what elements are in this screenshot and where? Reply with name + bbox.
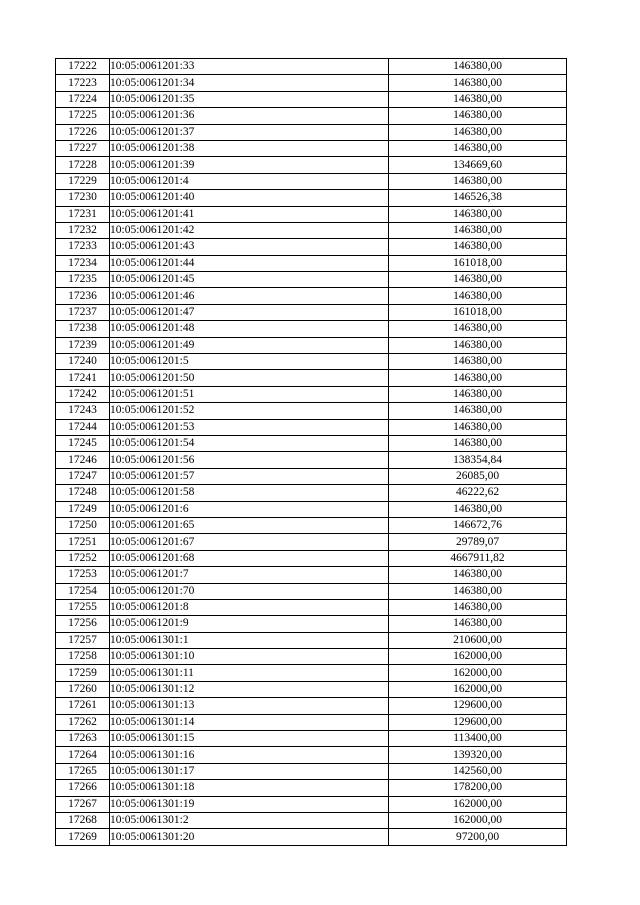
row-number-cell: 17248	[56, 485, 110, 501]
value-cell: 26085,00	[389, 468, 567, 484]
table-row	[56, 386, 567, 402]
cadastral-number-cell: 10:05:0061201:45	[110, 272, 389, 288]
cadastral-number-cell: 10:05:0061201:40	[110, 190, 389, 206]
row-number-cell: 17265	[56, 763, 110, 779]
table-row	[56, 731, 567, 747]
table-row	[56, 649, 567, 665]
row-number-cell: 17225	[56, 108, 110, 124]
row-number-cell: 17227	[56, 140, 110, 156]
value-cell: 146672,76	[389, 517, 567, 533]
cadastral-number-cell: 10:05:0061201:41	[110, 206, 389, 222]
value-cell: 146380,00	[389, 386, 567, 402]
value-cell: 142560,00	[389, 763, 567, 779]
cadastral-number-cell: 10:05:0061201:6	[110, 501, 389, 517]
cadastral-number-cell: 10:05:0061201:35	[110, 91, 389, 107]
value-cell: 113400,00	[389, 731, 567, 747]
value-cell: 4667911,82	[389, 550, 567, 566]
table-row	[56, 173, 567, 189]
cadastral-number-cell: 10:05:0061201:4	[110, 173, 389, 189]
value-cell: 146380,00	[389, 354, 567, 370]
cadastral-number-cell: 10:05:0061301:12	[110, 681, 389, 697]
row-number-cell: 17235	[56, 272, 110, 288]
cadastral-number-cell: 10:05:0061201:57	[110, 468, 389, 484]
row-number-cell: 17257	[56, 632, 110, 648]
value-cell: 138354,84	[389, 452, 567, 468]
value-cell: 178200,00	[389, 780, 567, 796]
value-cell: 146380,00	[389, 91, 567, 107]
table-row	[56, 550, 567, 566]
row-number-cell: 17224	[56, 91, 110, 107]
table-row	[56, 206, 567, 222]
table-row	[56, 75, 567, 91]
row-number-cell: 17256	[56, 616, 110, 632]
row-number-cell: 17258	[56, 649, 110, 665]
row-number-cell: 17245	[56, 435, 110, 451]
table-row	[56, 698, 567, 714]
cadastral-number-cell: 10:05:0061201:36	[110, 108, 389, 124]
row-number-cell: 17241	[56, 370, 110, 386]
value-cell: 97200,00	[389, 829, 567, 845]
table-row	[56, 812, 567, 828]
table-row	[56, 222, 567, 238]
value-cell: 162000,00	[389, 649, 567, 665]
value-cell: 146380,00	[389, 435, 567, 451]
cadastral-number-cell: 10:05:0061301:14	[110, 714, 389, 730]
cadastral-number-cell: 10:05:0061201:51	[110, 386, 389, 402]
row-number-cell: 17229	[56, 173, 110, 189]
row-number-cell: 17238	[56, 321, 110, 337]
cadastral-number-cell: 10:05:0061201:52	[110, 403, 389, 419]
table-row	[56, 583, 567, 599]
cadastral-number-cell: 10:05:0061201:44	[110, 255, 389, 271]
cadastral-number-cell: 10:05:0061201:56	[110, 452, 389, 468]
table-row	[56, 501, 567, 517]
table-row	[56, 288, 567, 304]
row-number-cell: 17249	[56, 501, 110, 517]
row-number-cell: 17240	[56, 354, 110, 370]
row-number-cell: 17223	[56, 75, 110, 91]
row-number-cell: 17232	[56, 222, 110, 238]
value-cell: 146380,00	[389, 140, 567, 156]
value-cell: 146380,00	[389, 59, 567, 75]
table-row	[56, 255, 567, 271]
value-cell: 146380,00	[389, 108, 567, 124]
cadastral-number-cell: 10:05:0061201:53	[110, 419, 389, 435]
cadastral-number-cell: 10:05:0061201:68	[110, 550, 389, 566]
row-number-cell: 17242	[56, 386, 110, 402]
table-row	[56, 796, 567, 812]
cadastral-number-cell: 10:05:0061201:54	[110, 435, 389, 451]
value-cell: 134669,60	[389, 157, 567, 173]
row-number-cell: 17269	[56, 829, 110, 845]
value-cell: 146380,00	[389, 599, 567, 615]
row-number-cell: 17222	[56, 59, 110, 75]
cadastral-number-cell: 10:05:0061201:7	[110, 567, 389, 583]
table-row	[56, 403, 567, 419]
table-row	[56, 763, 567, 779]
cadastral-number-cell: 10:05:0061201:48	[110, 321, 389, 337]
value-cell: 146380,00	[389, 75, 567, 91]
table-row	[56, 665, 567, 681]
table-row	[56, 190, 567, 206]
value-cell: 146380,00	[389, 403, 567, 419]
table-row	[56, 419, 567, 435]
value-cell: 146380,00	[389, 288, 567, 304]
table-row	[56, 747, 567, 763]
cadastral-number-cell: 10:05:0061201:9	[110, 616, 389, 632]
cadastral-number-cell: 10:05:0061301:1	[110, 632, 389, 648]
table-row	[56, 468, 567, 484]
value-cell: 162000,00	[389, 812, 567, 828]
value-cell: 162000,00	[389, 665, 567, 681]
table-row	[56, 337, 567, 353]
table-row	[56, 714, 567, 730]
value-cell: 146380,00	[389, 337, 567, 353]
table-row	[56, 829, 567, 845]
row-number-cell: 17231	[56, 206, 110, 222]
cadastral-number-cell: 10:05:0061301:15	[110, 731, 389, 747]
value-cell: 162000,00	[389, 681, 567, 697]
table-row	[56, 599, 567, 615]
value-cell: 146380,00	[389, 321, 567, 337]
row-number-cell: 17255	[56, 599, 110, 615]
row-number-cell: 17243	[56, 403, 110, 419]
cadastral-number-cell: 10:05:0061301:13	[110, 698, 389, 714]
row-number-cell: 17253	[56, 567, 110, 583]
value-cell: 146380,00	[389, 124, 567, 140]
table-row	[56, 452, 567, 468]
row-number-cell: 17228	[56, 157, 110, 173]
value-cell: 146380,00	[389, 370, 567, 386]
value-cell: 146380,00	[389, 501, 567, 517]
cadastral-number-cell: 10:05:0061201:37	[110, 124, 389, 140]
row-number-cell: 17263	[56, 731, 110, 747]
cadastral-number-cell: 10:05:0061201:58	[110, 485, 389, 501]
value-cell: 29789,07	[389, 534, 567, 550]
cadastral-number-cell: 10:05:0061201:46	[110, 288, 389, 304]
row-number-cell: 17233	[56, 239, 110, 255]
cadastral-number-cell: 10:05:0061201:65	[110, 517, 389, 533]
table-row	[56, 780, 567, 796]
cadastral-number-cell: 10:05:0061301:2	[110, 812, 389, 828]
row-number-cell: 17230	[56, 190, 110, 206]
row-number-cell: 17226	[56, 124, 110, 140]
row-number-cell: 17252	[56, 550, 110, 566]
value-cell: 129600,00	[389, 698, 567, 714]
row-number-cell: 17236	[56, 288, 110, 304]
value-cell: 146380,00	[389, 173, 567, 189]
value-cell: 161018,00	[389, 255, 567, 271]
value-cell: 162000,00	[389, 796, 567, 812]
value-cell: 46222,62	[389, 485, 567, 501]
value-cell: 146380,00	[389, 206, 567, 222]
row-number-cell: 17237	[56, 304, 110, 320]
cadastral-number-cell: 10:05:0061201:70	[110, 583, 389, 599]
table-row	[56, 91, 567, 107]
cadastral-number-cell: 10:05:0061301:11	[110, 665, 389, 681]
row-number-cell: 17260	[56, 681, 110, 697]
table-row	[56, 517, 567, 533]
value-cell: 161018,00	[389, 304, 567, 320]
cadastral-value-table	[55, 58, 567, 846]
cadastral-number-cell: 10:05:0061201:43	[110, 239, 389, 255]
cadastral-number-cell: 10:05:0061301:19	[110, 796, 389, 812]
cadastral-number-cell: 10:05:0061201:5	[110, 354, 389, 370]
row-number-cell: 17264	[56, 747, 110, 763]
table-row	[56, 435, 567, 451]
value-cell: 139320,00	[389, 747, 567, 763]
table-row	[56, 354, 567, 370]
row-number-cell: 17266	[56, 780, 110, 796]
cadastral-number-cell: 10:05:0061201:47	[110, 304, 389, 320]
cadastral-number-cell: 10:05:0061201:8	[110, 599, 389, 615]
table-row	[56, 239, 567, 255]
cadastral-number-cell: 10:05:0061201:42	[110, 222, 389, 238]
table-row	[56, 157, 567, 173]
table-row	[56, 59, 567, 75]
row-number-cell: 17261	[56, 698, 110, 714]
cadastral-number-cell: 10:05:0061201:50	[110, 370, 389, 386]
cadastral-number-cell: 10:05:0061201:34	[110, 75, 389, 91]
value-cell: 210600,00	[389, 632, 567, 648]
value-cell: 129600,00	[389, 714, 567, 730]
row-number-cell: 17244	[56, 419, 110, 435]
value-cell: 146380,00	[389, 272, 567, 288]
value-cell: 146380,00	[389, 567, 567, 583]
table-row	[56, 681, 567, 697]
row-number-cell: 17234	[56, 255, 110, 271]
row-number-cell: 17247	[56, 468, 110, 484]
cadastral-number-cell: 10:05:0061201:38	[110, 140, 389, 156]
cadastral-number-cell: 10:05:0061201:49	[110, 337, 389, 353]
table-row	[56, 124, 567, 140]
row-number-cell: 17262	[56, 714, 110, 730]
table-row	[56, 272, 567, 288]
table-row	[56, 485, 567, 501]
value-cell: 146526,38	[389, 190, 567, 206]
table-row	[56, 140, 567, 156]
row-number-cell: 17259	[56, 665, 110, 681]
row-number-cell: 17250	[56, 517, 110, 533]
cadastral-number-cell: 10:05:0061301:10	[110, 649, 389, 665]
row-number-cell: 17246	[56, 452, 110, 468]
value-cell: 146380,00	[389, 616, 567, 632]
value-cell: 146380,00	[389, 239, 567, 255]
value-cell: 146380,00	[389, 222, 567, 238]
cadastral-number-cell: 10:05:0061301:20	[110, 829, 389, 845]
cadastral-number-cell: 10:05:0061301:18	[110, 780, 389, 796]
table-row	[56, 304, 567, 320]
row-number-cell: 17251	[56, 534, 110, 550]
row-number-cell: 17254	[56, 583, 110, 599]
table-row	[56, 321, 567, 337]
cadastral-number-cell: 10:05:0061301:17	[110, 763, 389, 779]
row-number-cell: 17268	[56, 812, 110, 828]
row-number-cell: 17267	[56, 796, 110, 812]
table-row	[56, 370, 567, 386]
cadastral-number-cell: 10:05:0061201:33	[110, 59, 389, 75]
table-body	[56, 59, 567, 846]
table-row	[56, 108, 567, 124]
row-number-cell: 17239	[56, 337, 110, 353]
value-cell: 146380,00	[389, 419, 567, 435]
cadastral-number-cell: 10:05:0061201:39	[110, 157, 389, 173]
cadastral-number-cell: 10:05:0061301:16	[110, 747, 389, 763]
table-row	[56, 534, 567, 550]
table-row	[56, 632, 567, 648]
table-row	[56, 616, 567, 632]
table-row	[56, 567, 567, 583]
value-cell: 146380,00	[389, 583, 567, 599]
cadastral-number-cell: 10:05:0061201:67	[110, 534, 389, 550]
